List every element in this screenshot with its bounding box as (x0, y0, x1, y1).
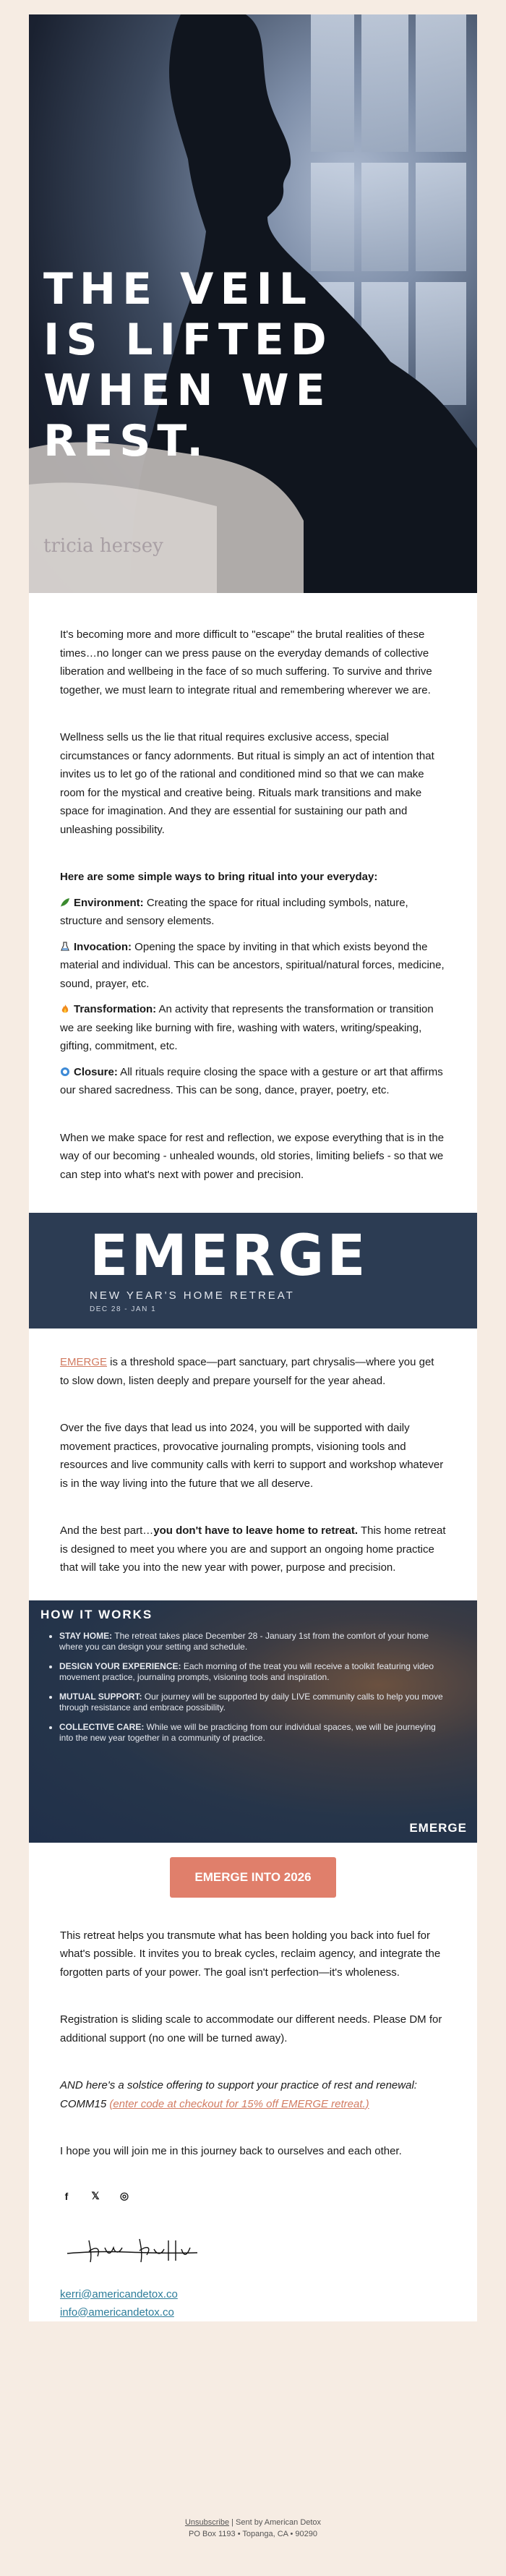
signature (29, 2206, 477, 2275)
instagram-icon[interactable]: ◎ (119, 2190, 129, 2201)
list-item: • DESIGN YOUR EXPERIENCE: Each morning of the treat you will receive a toolkit featuring video movement practice, journaling prompts, visioning tools and inspiration. (59, 1661, 450, 1683)
hero-image (29, 14, 477, 593)
banner-title: EMERGE (90, 1224, 369, 1289)
list-item: Transformation: An activity that represents the transformation or transition we are seeking like burning with fire, washing with waters, writing/speaking, gifting, commitment, etc. (60, 1003, 434, 1052)
hero-title: THE VEIL IS LIFTED WHEN WE REST. (43, 264, 333, 466)
list-item: Invocation: Opening the space by inviting in that which exists beyond the material and individual. This can be ancestors, spiritual/natural forces, medicine, sound, prayer, etc. (60, 940, 445, 990)
banner-subtitle: NEW YEAR'S HOME RETREAT (90, 1289, 295, 1302)
emerge-section (29, 1328, 477, 1600)
closing-section (29, 1906, 477, 2190)
paragraph: Over the five days that lead us into 2024, you will be supported with daily movement practices, provocative journaling prompts, visioning tools and resources and live community calls with kerri to support and workshop whatever is in the way living into the future that we all deserve. (60, 1422, 444, 1490)
list-item: • COLLECTIVE CARE: While we will be practicing from our individual spaces, we will be journeying into the new year together in a community of practice. (59, 1722, 450, 1744)
list-item: • MUTUAL SUPPORT: Our journey will be supported by daily LIVE community calls to help you move through resistance and embrace possibility. (59, 1692, 450, 1713)
alembic-icon (60, 942, 70, 952)
footer: Unsubscribe | Sent by American Detox PO Box 1193 • Topanga, CA • 90290 (0, 2517, 506, 2540)
paragraph: When we make space for rest and reflection, we expose everything that is in the way of our becoming - unhealed wounds, old stories, limiting beliefs - so that we can step into what's next with power and precision. (60, 1131, 445, 1181)
how-it-works-title: HOW IT WORKS (40, 1607, 153, 1621)
emerge-cta-button[interactable]: EMERGE INTO 2026 (170, 1857, 336, 1898)
facebook-icon[interactable]: f (64, 2190, 69, 2202)
paragraph: It's becoming more and more difficult to "escape" the brutal realities of these times…no longer can we press pause on the everyday demands of collective liberation and wellbeing in the face of so much suffering. To survive and thrive together, we must learn to integrate ritual and remembering wherever we are. (60, 628, 432, 696)
list-item: Closure: All rituals require closing the space with a gesture or art that affirms our shared sacredness. This can be song, dance, prayer, poetry, etc. (60, 1065, 443, 1096)
leaf-icon (60, 897, 70, 908)
intro-section (29, 593, 477, 1213)
paragraph: Wellness sells us the lie that ritual requires exclusive access, special circumstances or fancy adornments. But ritual is simply an act of intention that invites us to let go of the rational and conditioned mind so that we can make room for the mystical and creative being. Rituals mark transitions and make space for imagination. And they are essential for sustaining our path and unleashing possibility. (60, 731, 434, 836)
paragraph: Registration is sliding scale to accommodate our different needs. Please DM for additional support (no one will be turned away). (60, 2013, 442, 2044)
cta-row (29, 1843, 477, 1906)
list-heading: Here are some simple ways to bring ritual into your everyday: (60, 871, 378, 883)
paragraph: This retreat helps you transmute what has been holding you back into fuel for what's possible. It invites you to break cycles, reclaim agency, and integrate the forgotten parts of your power. The goal isn't perfection—it's wholeness. (60, 1929, 441, 1979)
fire-icon (60, 1004, 70, 1014)
contact-email-link[interactable]: kerri@americandetox.co (60, 2287, 178, 2300)
paragraph: AND here's a solstice offering to support your practice of rest and renewal: COMM15 (enter code at checkout for 15% off EMERGE retreat.) (60, 2079, 417, 2110)
closure-icon (60, 1067, 70, 1077)
list-item: • STAY HOME: The retreat takes place December 28 - January 1st from the comfort of your home where you can design your setting and schedule. (59, 1631, 450, 1652)
how-it-works-panel[interactable] (29, 1600, 477, 1843)
how-it-works-brand: EMERGE (409, 1820, 467, 1835)
unsubscribe-link[interactable]: Unsubscribe (184, 2518, 230, 2527)
footer-address: PO Box 1193 • Topanga, CA • 90290 (189, 2530, 317, 2538)
email-body (29, 14, 477, 2321)
emerge-link[interactable]: EMERGE (60, 1356, 108, 1368)
contact-links (29, 2275, 477, 2321)
paragraph: And the best part…you don't have to leave home to retreat. This home retreat is designed to meet you where you are and support an ongoing home practice that will take you into the new year with power, purpose and precision. (60, 1524, 446, 1574)
signature-graphic (60, 2226, 205, 2269)
paragraph: EMERGE is a threshold space—part sanctuary, part chrysalis—where you get to slow down, listen deeply and prepare yourself for the year ahead. (60, 1356, 434, 1387)
contact-email-link[interactable]: info@americandetox.co (60, 2306, 174, 2319)
hero-author: tricia hersey (43, 535, 163, 557)
twitter-icon[interactable]: 𝕏 (91, 2190, 100, 2201)
social-links (29, 2190, 477, 2206)
paragraph: I hope you will join me in this journey back to ourselves and each other. (60, 2145, 402, 2157)
discount-link[interactable]: (enter code at checkout for 15% off EMERGE retreat.) (109, 2097, 369, 2110)
list-item: Environment: Creating the space for ritual including symbols, nature, structure and sensory elements. (60, 896, 408, 927)
banner-dates: DEC 28 - JAN 1 (90, 1305, 157, 1313)
emerge-banner[interactable] (29, 1213, 477, 1328)
how-it-works-list (51, 1631, 450, 1752)
